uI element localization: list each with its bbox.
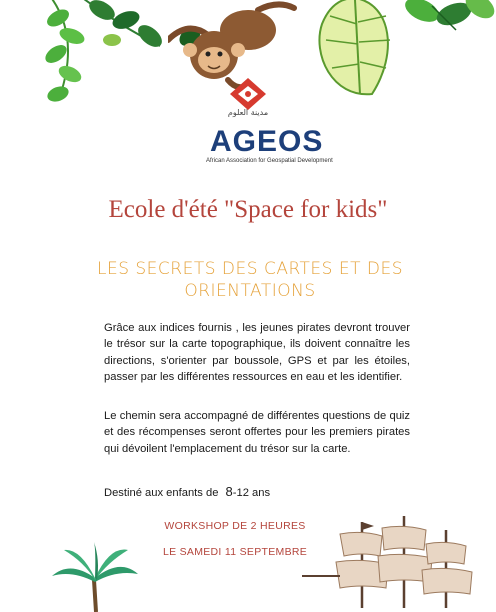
event-date: LE SAMEDI 11 SEPTEMBRE	[162, 546, 308, 558]
arabic-logo-caption: مدينة العلوم	[227, 108, 269, 117]
ageos-logo-name: AGEOS	[210, 125, 324, 158]
palm-tree-icon	[50, 540, 140, 612]
audience-range-end: -12 ans	[232, 487, 271, 499]
tropical-leaves-icon	[392, 0, 496, 56]
audience-range-start: 8	[225, 484, 233, 499]
flyer-subtitle: LES SECRETS DES CARTES ET DES ORIENTATIONS	[96, 259, 403, 301]
description-paragraph-2: Le chemin sera accompagné de différentes questions de quiz et des récompenses seront offertes pour les premiers pirates qui dévoilent l'emplacement du trésor sur la carte.	[104, 410, 410, 455]
audience-line	[104, 484, 270, 499]
ageos-logo	[206, 125, 333, 164]
description-paragraph-1: Grâce aux indices fournis , les jeunes pirates devront trouver le trésor sur la carte topographique, ils doivent connaître les directions, s'orienter par boussole, GPS et par les étoiles, passer par les différentes ressources en eau et les identifier.	[104, 322, 410, 383]
pirate-ship-icon	[300, 516, 490, 612]
audience-label: Destiné aux enfants de	[104, 487, 219, 499]
ageos-logo-tagline: African Association for Geospatial Development	[206, 158, 333, 164]
flyer-title: Ecole d'été "Space for kids"	[108, 196, 388, 223]
workshop-duration: WORKSHOP DE 2 HEURES	[164, 520, 306, 532]
monstera-leaf-icon	[312, 0, 398, 104]
